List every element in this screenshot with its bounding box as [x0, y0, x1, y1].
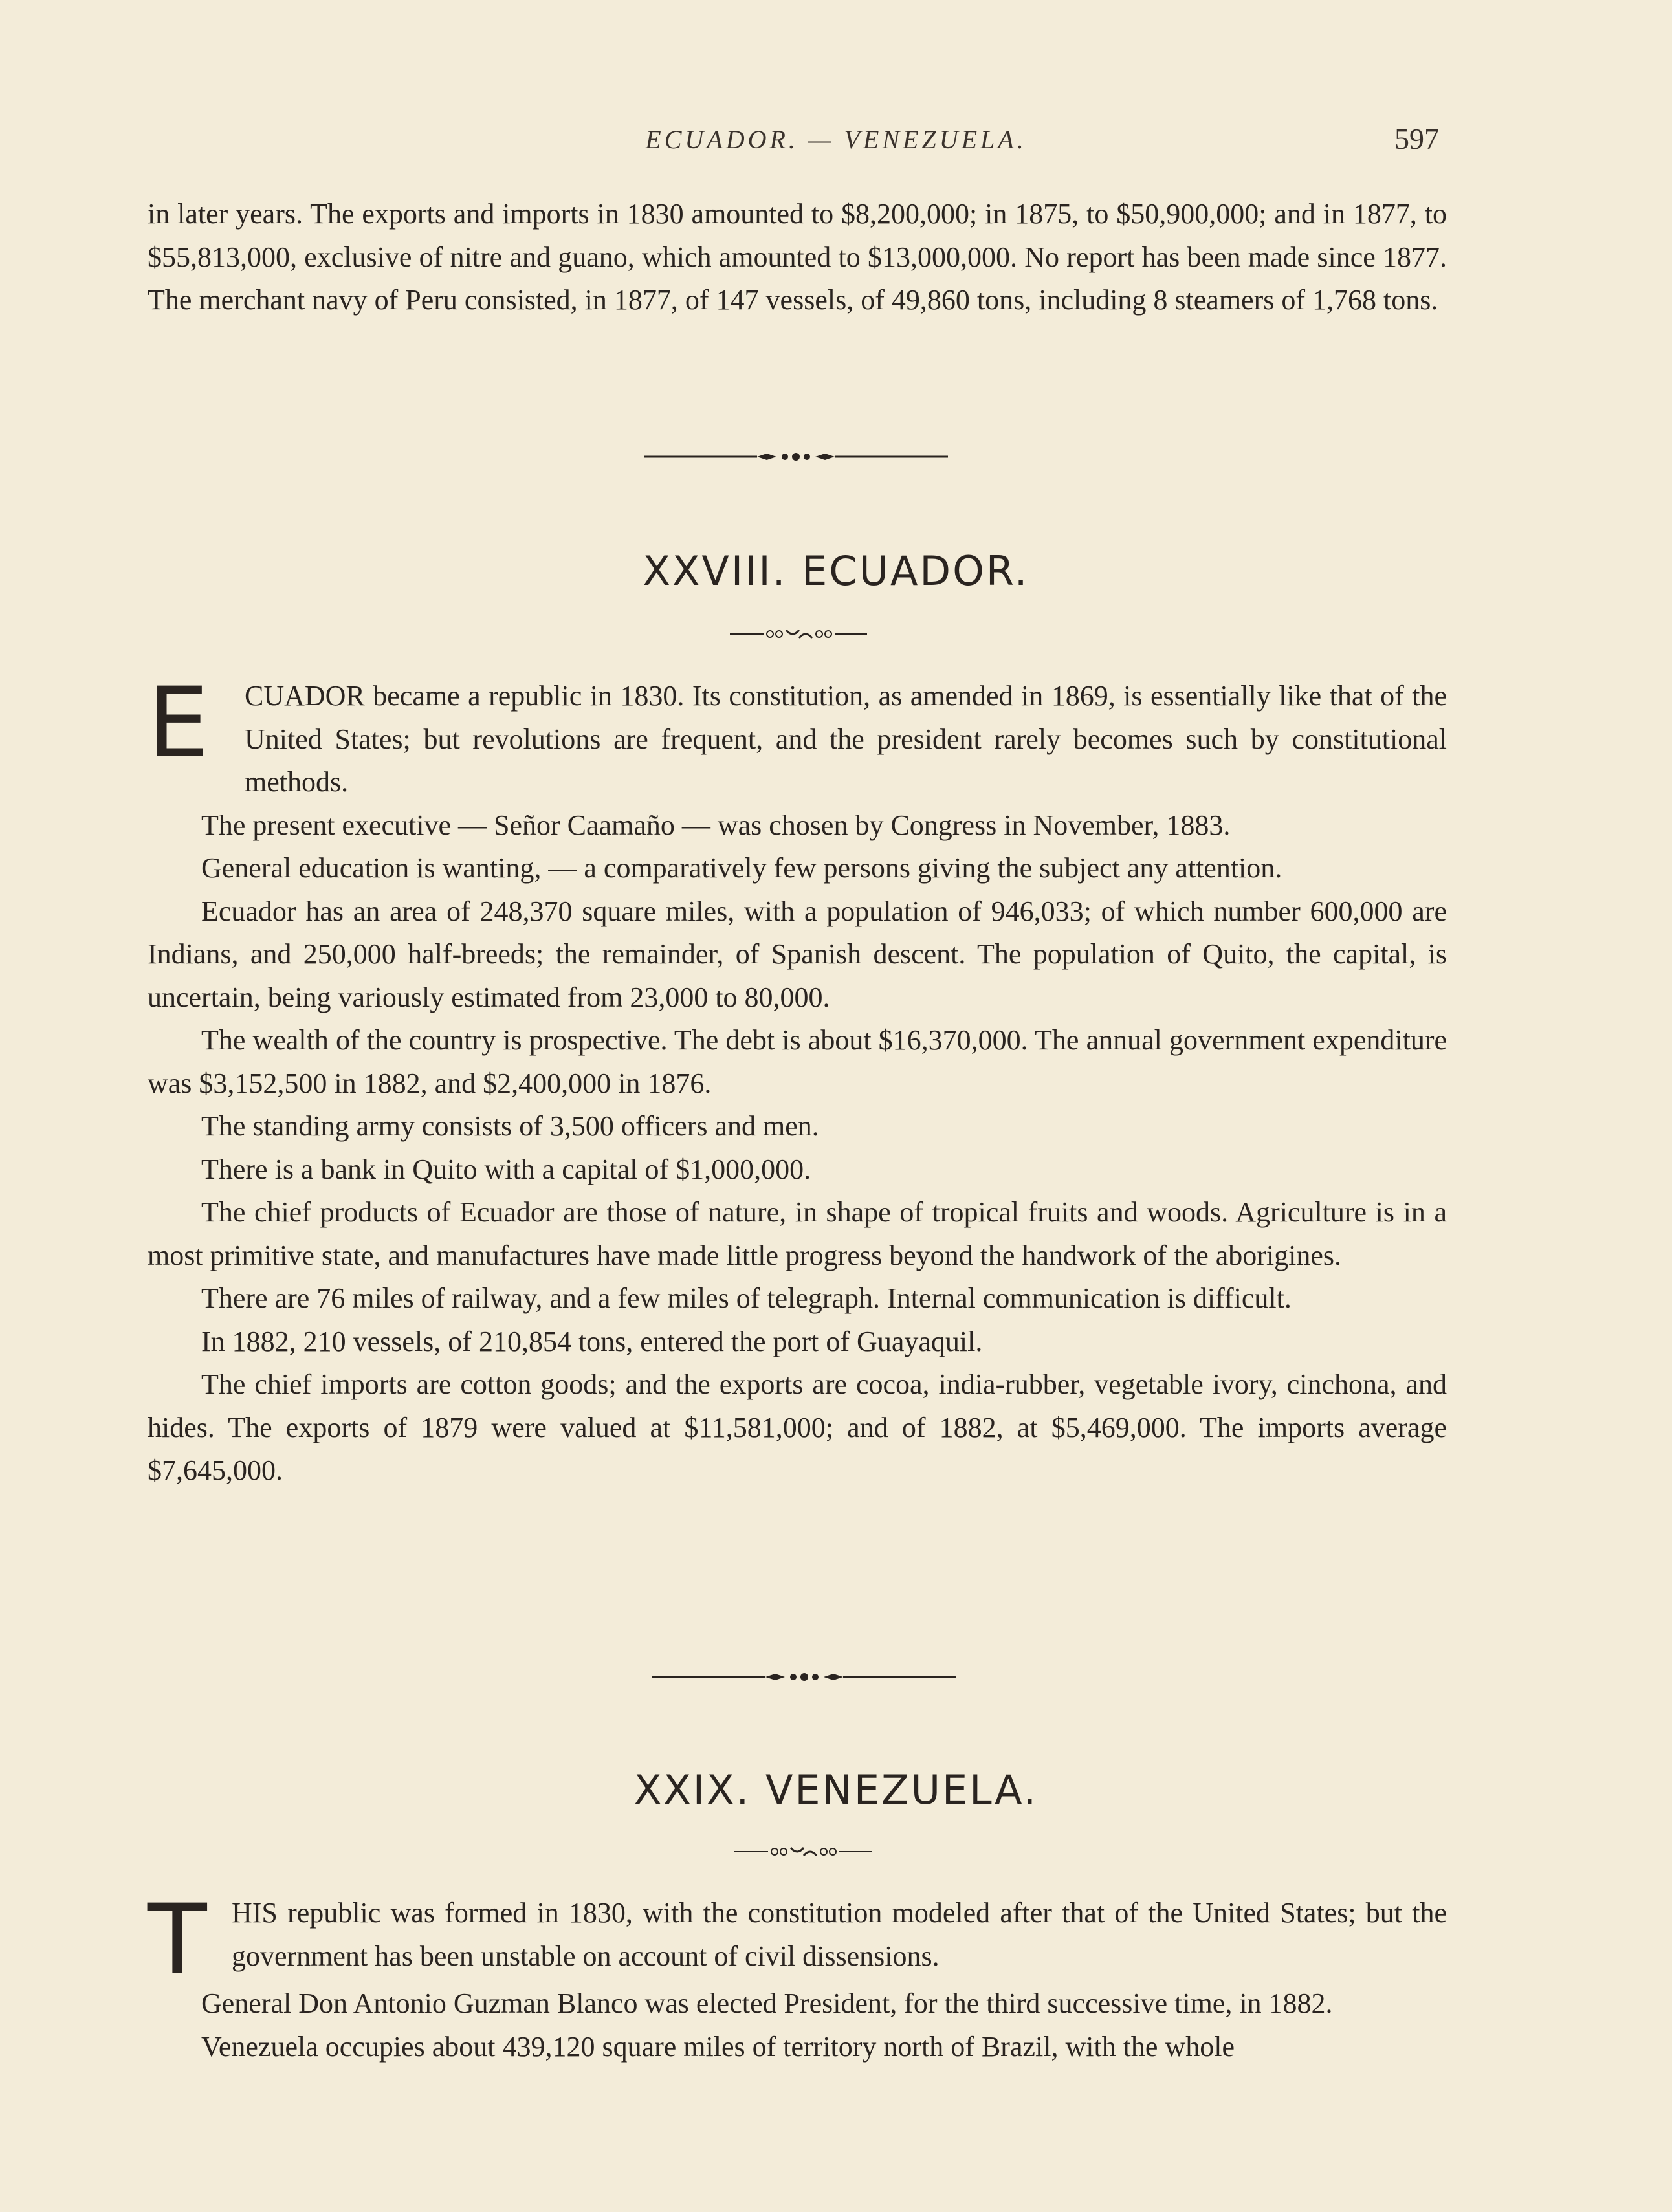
- ecuador-opening-paragraph: [245, 675, 1447, 804]
- ecuador-body: [148, 667, 1447, 1493]
- ecuador-paragraph: The chief products of Ecuador are those of nature, in shape of tropical fruits and woods. Agriculture is in a most primitive state, and manufactures have made little progress beyond the handwork of the aborigines.: [148, 1196, 1447, 1271]
- ecuador-paragraph: Ecuador has an area of 248,370 square miles, with a population of 946,033; of which number 600,000 are Indians, and 250,000 half-breeds; the remainder, of Spanish descent. The population of Quito, the capital, is uncertain, being variously estimated from 23,000 to 80,000.: [148, 895, 1447, 1013]
- ecuador-opening: [148, 667, 1447, 804]
- section-title-ecuador: XXVIII. ECUADOR.: [643, 547, 1029, 595]
- ecuador-paragraph: The standing army consists of 3,500 officers and men.: [201, 1110, 819, 1142]
- dropcap-letter: E: [148, 667, 209, 780]
- intro-paragraph: in later years. The exports and imports in 1830 amounted to $8,200,000; in 1875, to $50,900,000; and in 1877, to $55,813,000, exclusive of nitre and guano, which amounted to $13,000,000. No report has been made since 1877. The merchant navy of Peru consisted, in 1877, of 147 vessels, of 49,860 tons, including 8 steamers of 1,768 tons.: [148, 198, 1447, 316]
- section-divider-ornament: [0, 1670, 1672, 1683]
- ecuador-paragraph: General education is wanting, — a comparatively few persons giving the subject any attention.: [201, 852, 1282, 884]
- ecuador-paragraph: There is a bank in Quito with a capital of $1,000,000.: [201, 1153, 811, 1185]
- venezuela-opening-paragraph: [232, 1892, 1447, 1978]
- title-flourish-ornament: [0, 1845, 1672, 1858]
- ecuador-paragraph: In 1882, 210 vessels, of 210,854 tons, entered the port of Guayaquil.: [201, 1325, 983, 1357]
- venezuela-body: [148, 1884, 1447, 2068]
- intro-block: [148, 193, 1447, 322]
- venezuela-paragraph: General Don Antonio Guzman Blanco was elected President, for the third successive time, in 1882.: [201, 1988, 1333, 2019]
- venezuela-paragraph: Venezuela occupies about 439,120 square miles of territory north of Brazil, with the whole: [201, 2030, 1235, 2063]
- ecuador-paragraph: The present executive — Señor Caamaño — was chosen by Congress in November, 1883.: [201, 809, 1231, 841]
- ecuador-opening-text: CUADOR became a republic in 1830. Its constitution, as amended in 1869, is essentially like that of the United States; but revolutions are frequent, and the president rarely becomes such by constitutional methods.: [245, 680, 1447, 798]
- ecuador-paragraph: There are 76 miles of railway, and a few miles of telegraph. Internal communication is difficult.: [201, 1282, 1292, 1314]
- venezuela-opening: [148, 1884, 1447, 1997]
- running-head: ECUADOR. — VENEZUELA.: [645, 125, 1027, 154]
- ecuador-paragraph: The wealth of the country is prospective. The debt is about $16,370,000. The annual government expenditure was $3,152,500 in 1882, and $2,400,000 in 1876.: [148, 1024, 1447, 1099]
- dropcap-letter: T: [148, 1884, 207, 1997]
- section-divider-ornament: [0, 450, 1672, 463]
- venezuela-opening-text: HIS republic was formed in 1830, with the constitution modeled after that of the United States; but the government has been unstable on account of civil dissensions.: [232, 1897, 1447, 1972]
- page-number: 597: [1394, 122, 1439, 155]
- ecuador-paragraph: The chief imports are cotton goods; and the exports are cocoa, india-rubber, vegetable ivory, cinchona, and hides. The exports of 1879 were valued at $11,581,000; and of 1882, at $5,469,000. The imports average $7,645,000.: [148, 1368, 1447, 1486]
- title-flourish-ornament: [0, 628, 1672, 641]
- page-header: [0, 124, 1672, 163]
- section-title-venezuela: XXIX. VENEZUELA.: [633, 1766, 1039, 1813]
